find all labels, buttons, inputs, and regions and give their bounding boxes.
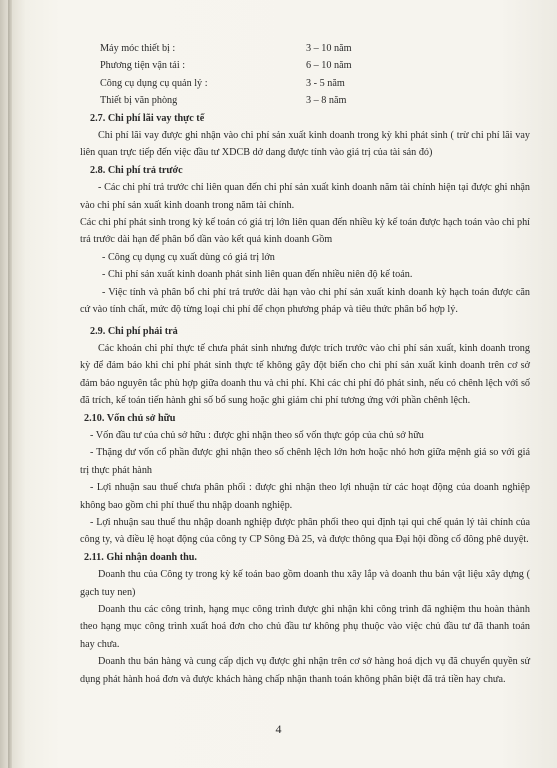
paragraph: Doanh thu bán hàng và cung cấp dịch vụ được ghi nhận trên cơ sở hàng hoá dịch vụ đã chuyển quyền sử dụng phát hành hoá đơn và được khách hàng chấp nhận thanh toán không phân biệt đã trả tiền hay chưa.	[80, 656, 530, 685]
section-heading-2-8: 2.8. Chi phí trả trước	[90, 164, 183, 176]
paragraph: - Thặng dư vốn cổ phần được ghi nhận theo số chênh lệch lớn hơn hoặc nhỏ hơn giữa mệnh giá so với giá trị thực phát hành	[80, 447, 530, 476]
depreciation-row	[80, 92, 530, 109]
paragraph: - Các chi phí trả trước chỉ liên quan đến chi phí sản xuất kinh doanh năm tài chính hiện tại được ghi nhận vào chi phí sản xuất kinh doanh trong năm tài chính.	[80, 182, 530, 211]
depreciation-row	[80, 57, 530, 74]
asset-label: Máy móc thiết bị :	[100, 43, 176, 54]
page-number: 4	[275, 722, 282, 736]
paragraph: - Chi phí sản xuất kinh doanh phát sinh liên quan đến nhiều niên độ kế toán.	[102, 269, 413, 281]
paragraph: Các khoản chi phí thực tế chưa phát sinh nhưng được trích trước vào chi phí sản xuất, kinh doanh trong kỳ để đảm bảo khi chi phí phát sinh thực tế không gây đột biến cho chi phí sản xuất kinh doanh trên cơ sở đảm bảo nguyên tắc phù hợp giữa doanh thu và chi phí. Khi các chi phí đó phát sinh, nếu có chênh lệch với số đã trích, kế toán tiến hành ghi số bổ sung hoặc ghi giảm chi phí tương ứng với phần chênh lệch.	[80, 342, 530, 407]
depreciation-list	[80, 40, 530, 110]
paragraph: - Lợi nhuận sau thuế thu nhập doanh nghiệp được phân phối theo qui định tại qui chế quản lý tài chính của công ty, và điều lệ hoạt động của công ty CP Sông Đà 25, và được thông qua Đại hội đồng cổ đông phê duyệt.	[80, 516, 530, 546]
asset-period: 3 – 8 năm	[306, 95, 347, 107]
paragraph: - Công cụ dụng cụ xuất dùng có giá trị lớn	[102, 251, 275, 263]
asset-period: 3 - 5 năm	[306, 77, 345, 89]
asset-label: Thiết bị văn phòng	[100, 95, 178, 107]
page-content	[80, 40, 530, 688]
paragraph: - Lợi nhuận sau thuế chưa phân phối : được ghi nhận theo lợi nhuận từ các hoạt động của doanh nghiệp không bao gồm chi phí thuế thu nhập doanh nghiệp.	[80, 482, 530, 511]
depreciation-row	[80, 40, 530, 57]
binding-edge	[8, 0, 12, 768]
paragraph: Các chi phí phát sinh trong kỳ kế toán có giá trị lớn liên quan đến nhiều kỳ kế toán được hạch toán vào chi phí trả trước dài hạn để phân bổ dần vào kết quả kinh doanh Gồm	[80, 217, 531, 246]
paragraph: - Vốn đầu tư của chủ sở hữu : được ghi nhận theo số vốn thực góp của chủ sở hữu	[90, 429, 424, 441]
section-heading-2-11: 2.11. Ghi nhận doanh thu.	[84, 551, 197, 563]
asset-label: Công cụ dụng cụ quản lý :	[100, 77, 208, 89]
section-heading-2-9: 2.9. Chi phí phải trả	[90, 325, 178, 337]
section-heading-2-10: 2.10. Vốn chủ sở hữu	[84, 412, 176, 424]
paragraph: Chi phí lãi vay được ghi nhận vào chi phí sản xuất kinh doanh trong kỳ khi phát sinh ( trừ chi phí lãi vay liên quan trực tiếp đến việc đầu tư XDCB dở dang được tính vào giá trị của tài sản đó)	[80, 130, 530, 159]
paragraph: Doanh thu của Công ty trong kỳ kế toán bao gồm doanh thu xây lắp và doanh thu bán vật liệu xây dựng ( gạch tuy nen)	[80, 569, 530, 598]
asset-period: 6 – 10 năm	[306, 60, 352, 72]
asset-period: 3 – 10 năm	[306, 43, 352, 54]
paragraph: - Việc tính và phân bổ chi phí trả trước dài hạn vào chi phí sản xuất kinh doanh kỳ hạch toán được căn cứ vào tính chất, mức độ từng loại chi phí để chọn phương pháp và tiêu thức phân bổ hợp lý.	[80, 286, 530, 316]
paragraph: Doanh thu các công trình, hạng mục công trình được ghi nhận khi công trình đã nghiệm thu hoàn thành theo hạng mục công trình xuất hoá đơn cho chủ đầu tư không phụ thuộc vào việc chủ đầu tư đã thanh toán hay chưa.	[80, 604, 530, 650]
asset-label: Phương tiện vận tải :	[100, 60, 186, 72]
section-heading-2-7: 2.7. Chi phí lãi vay thực tế	[90, 112, 205, 124]
depreciation-row	[80, 75, 530, 92]
